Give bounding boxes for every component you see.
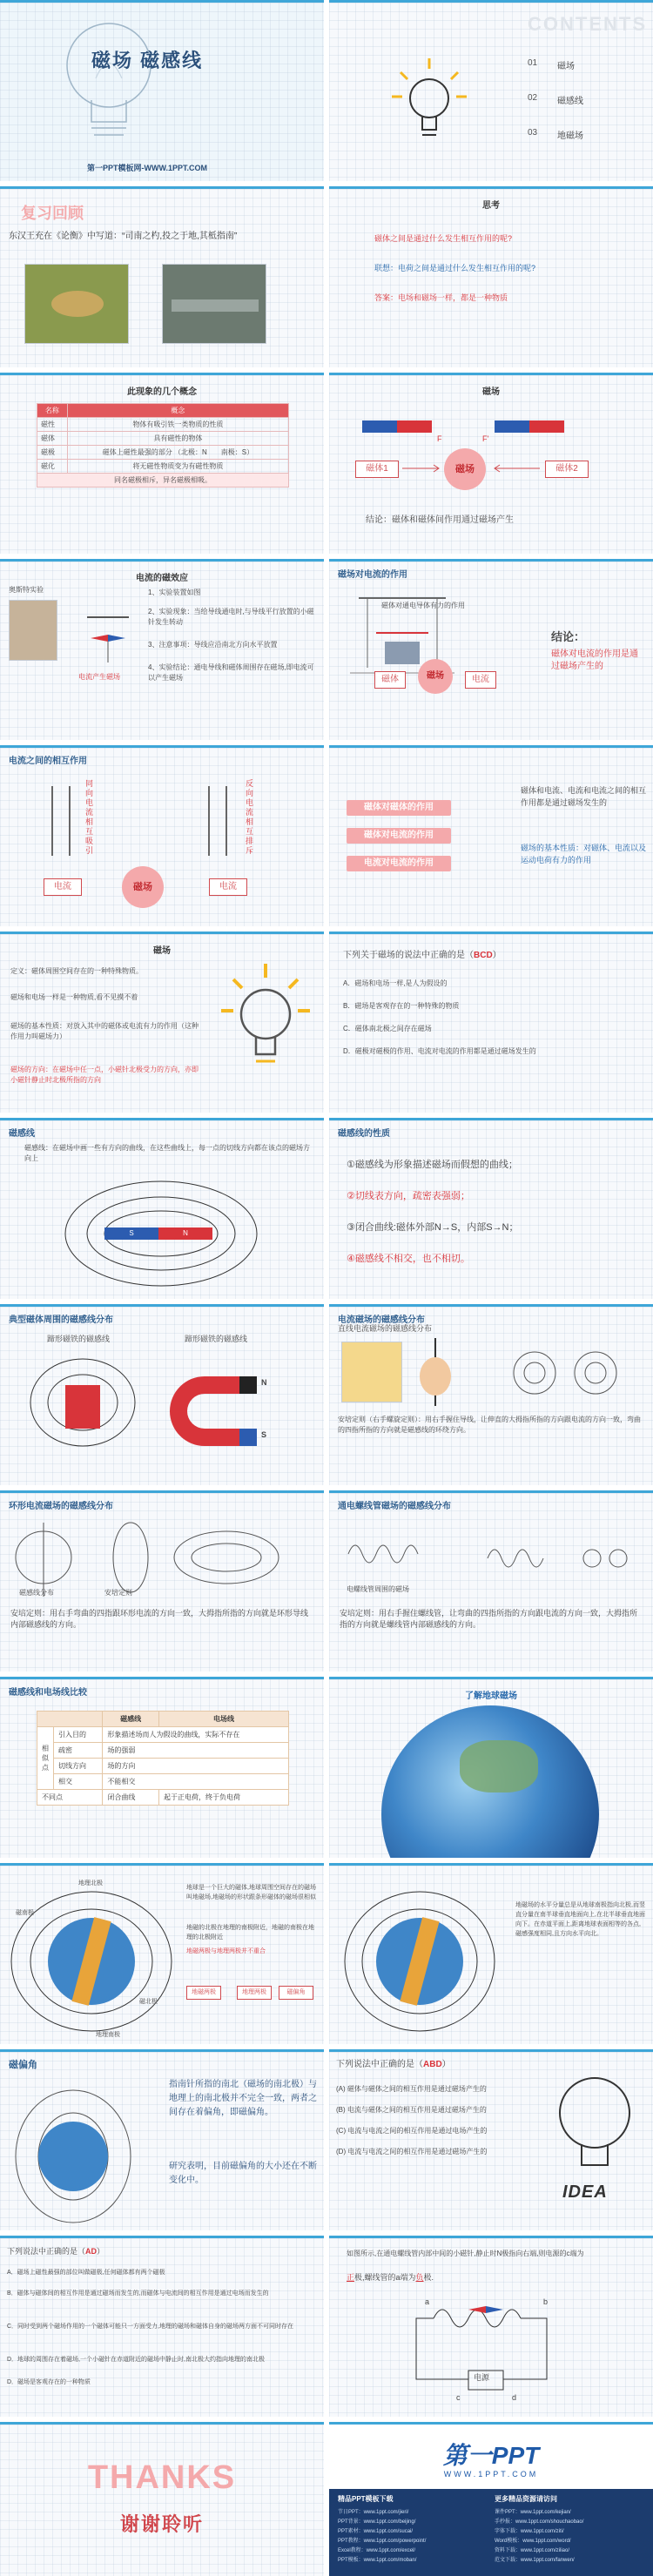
concept-row-def: 将无磁性物质变为有磁性物质 <box>67 460 288 474</box>
cmp-row-label: 相交 <box>54 1774 103 1790</box>
slide-comparison[interactable] <box>0 1677 324 1858</box>
cmp-diff-label: 不同点 <box>37 1790 103 1806</box>
blank-mid-text: 极,螺线管的a端为 <box>354 2273 416 2282</box>
lightbulb-icon <box>218 960 313 1082</box>
loop-field-diagram <box>9 1514 313 1610</box>
slide-current-interaction[interactable] <box>0 745 324 926</box>
slide-contents[interactable] <box>329 0 653 181</box>
force-conclusion-title: 结论： <box>551 630 586 643</box>
magnet-right-s <box>495 420 529 433</box>
concepts-footer: 同名磁极相斥，异名磁极相吸。 <box>37 474 289 488</box>
think-question-1: 磁体之间是通过什么发生相互作用的呢? <box>374 234 513 243</box>
quiz2-option-c[interactable]: (C) 电流与电流之间的相互作用是通过电场产生的 <box>336 2127 488 2135</box>
ampere-rule-solenoid: 安培定则：用右手握住螺线管，让弯曲的四指所指的方向跟电流的方向一致，大拇指所指的方向就是螺线管内部磁感线的方向。 <box>340 1609 638 1629</box>
horseshoe-magnet <box>170 1359 274 1463</box>
magnet-left-n <box>397 420 432 433</box>
concept-row-name: 磁化 <box>37 460 68 474</box>
straight-current-sub: 直线电流磁场的磁感线分布 <box>338 1324 433 1333</box>
quiz3-option-d[interactable]: D．地球的周围存在着磁场,一个小磁针在赤道附近的磁场中静止时,南北极大约指向地理的南北极 <box>7 2357 265 2363</box>
declination-text-2: 研究表明，目前磁偏角的大小还在不断变化中。 <box>169 2162 317 2185</box>
declination-heading: 磁偏角 <box>9 2060 37 2070</box>
quiz3-option-a[interactable]: A．磁场上磁性最强的部位叫做磁极,任何磁体都有两个磁极 <box>7 2270 165 2276</box>
property-1: ①磁感线为形象描述磁场而假想的曲线； <box>347 1160 518 1170</box>
think-answer: 答案：电场和磁场一样，都是一种物质 <box>374 293 508 302</box>
quiz2-option-a[interactable]: (A) 磁体与磁体之间的相互作用是通过磁场产生的 <box>336 2085 487 2093</box>
slide-field-line-properties[interactable] <box>329 1118 653 1299</box>
cmp-diff-electric: 起于正电荷，终于负电荷 <box>159 1790 289 1806</box>
slide-declination[interactable] <box>0 2049 324 2230</box>
geo-south-label: 地理南极 <box>96 2032 120 2038</box>
contents-heading: CONTENTS <box>528 13 647 35</box>
review-heading: 复习回顾 <box>21 205 84 222</box>
contents-num-2: 02 <box>528 93 538 103</box>
point-b: b <box>543 2297 549 2306</box>
brand-link[interactable]: PPT背景：www.1ppt.com/beijing/ <box>338 2519 416 2525</box>
oersted-step-3-text: 3、注意事项：导线应沿南北方向水平放置 <box>148 641 278 649</box>
contents-num-3: 03 <box>528 128 538 138</box>
earth-magnet-diagram <box>9 1874 174 2040</box>
force-current-box: 电流 <box>465 671 496 689</box>
point-a: a <box>425 2297 430 2306</box>
parallel-wires-diagram <box>35 777 296 864</box>
current-left-box: 电流 <box>44 878 82 896</box>
slide-concepts[interactable] <box>0 373 324 554</box>
force-magnet-box: 磁体 <box>374 671 406 689</box>
quiz3-answer: AD <box>85 2247 98 2256</box>
current-field-circle: 磁场 <box>122 866 164 908</box>
concept-row-def: 磁体上磁性最强的部分 （北极：N 南极：S） <box>67 446 288 460</box>
slide1-logo-text: 第一PPT模板网-WWW.1PPT.COM <box>87 164 207 172</box>
cmp-row-value: 场的强弱 <box>103 1743 289 1759</box>
field-lines-heading: 磁感线 <box>9 1129 35 1139</box>
slide-interaction-summary[interactable] <box>329 745 653 926</box>
cmp-row-value: 场的方向 <box>103 1759 289 1774</box>
brand-link[interactable]: 节日PPT：www.1ppt.com/jieri/ <box>338 2510 409 2515</box>
arrow-icon <box>401 464 442 473</box>
field-circle: 磁场 <box>444 448 486 490</box>
geo-text-2: 地磁的北极在地理的南极附近，地磁的南极在地理的北极附近 <box>186 1925 314 1940</box>
brand-col2-title: 更多精品资源请访问 <box>495 2495 557 2503</box>
slide-think[interactable] <box>329 186 653 367</box>
same-direction-label: 同向电流相互吸引 <box>85 779 94 855</box>
property-2: ②切线表方向，疏密表强弱； <box>347 1191 470 1201</box>
quiz3-option-b[interactable]: B．磁体与磁体间的相互作用是通过磁场而发生的,而磁体与电流间的相互作用是通过电场而发生的 <box>7 2290 269 2297</box>
concept-row-name: 磁极 <box>37 446 68 460</box>
quiz1-option-d[interactable]: D．磁极对磁极的作用、电流对电流的作用都是通过磁场发生的 <box>343 1047 536 1055</box>
idea-text: IDEA <box>562 2183 608 2202</box>
quiz1-option-c[interactable]: C．磁体南北极之间存在磁场 <box>343 1025 432 1032</box>
brand-link[interactable]: PPT教程：www.1ppt.com/powerpoint/ <box>338 2539 427 2544</box>
slide-geomagnetic[interactable] <box>0 1863 324 2044</box>
concepts-header-name: 名称 <box>37 404 68 418</box>
geo-north-label: 地理北极 <box>78 1880 103 1887</box>
point-d: d <box>512 2393 517 2402</box>
cmp-row-label: 引入目的 <box>54 1727 103 1743</box>
summary-text-2: 磁场的基本性质：对磁体、电流以及运动电荷有力的作用 <box>521 844 647 864</box>
force-field-circle: 磁场 <box>418 659 453 694</box>
field-def-heading: 磁场 <box>153 946 171 956</box>
idea-bulb-icon <box>547 2069 643 2200</box>
magnet-right-n <box>529 420 564 433</box>
oersted-current-label: 电流产生磁场 <box>78 673 120 681</box>
slide-quiz-1[interactable] <box>329 932 653 1113</box>
bar-magnet-s: S <box>104 1227 158 1240</box>
concepts-heading: 此现象的几个概念 <box>127 387 197 397</box>
slide-brand[interactable] <box>329 2422 653 2576</box>
quiz1-answer: BCD <box>474 951 493 960</box>
lightbulb-icon <box>390 55 468 151</box>
solenoid-heading: 通电螺线管磁场的磁感线分布 <box>338 1502 451 1511</box>
oersted-step-4: 4、实验结论：通电导线和磁体周围存在磁场,即电流可以产生磁场 <box>148 663 314 682</box>
geo-box-declination: 磁偏角 <box>279 1986 313 2000</box>
quiz3-question-text: 下列说法中正确的是 <box>7 2247 78 2256</box>
quiz1-question: 下列关于磁场的说法中正确的是（BCD） <box>343 951 502 960</box>
slide-title[interactable] <box>0 0 324 181</box>
geo-box-mag-poles: 地磁两极 <box>186 1986 221 2000</box>
slide-solenoid-problem[interactable] <box>329 2236 653 2417</box>
quiz2-question: 下列说法中正确的是（ABD） <box>336 2060 451 2069</box>
force-label-f: F <box>437 434 442 443</box>
cmp-header-field-lines: 磁感线 <box>103 1712 159 1727</box>
bulb-illustration <box>61 13 157 152</box>
force-note: 磁体对通电导体有力的作用 <box>381 602 465 609</box>
brand-link[interactable]: 课件PPT：www.1ppt.com/kejian/ <box>495 2510 571 2515</box>
brand-col1-links <box>338 2508 426 2566</box>
brand-link[interactable]: 字体下载：www.1ppt.com/ziti/ <box>495 2529 564 2534</box>
brand-link[interactable]: 手抄报：www.1ppt.com/shouchaobao/ <box>495 2519 584 2525</box>
opposite-direction-label: 反向电流相互排斥 <box>246 779 254 855</box>
think-heading: 思考 <box>482 201 500 211</box>
mag-north-label: 磁北极 <box>139 1999 158 2005</box>
cmp-row-label: 切线方向 <box>54 1759 103 1774</box>
horseshoe-field-left <box>17 1350 148 1472</box>
oersted-step-3 <box>148 640 318 650</box>
typical-left-label: 蹄形磁铁的磁感线 <box>47 1335 111 1343</box>
field-def-line1: 磁场和电场一样是一种物质,看不见摸不着 <box>10 993 138 1001</box>
magnet-field-heading: 磁场 <box>482 387 500 397</box>
slide-earth[interactable] <box>329 1677 653 1858</box>
current-interaction-heading: 电流之间的相互作用 <box>9 757 87 766</box>
quiz2-answer: ABD <box>423 2060 442 2069</box>
force-current-heading: 磁场对电流的作用 <box>338 570 407 580</box>
field-lines-def: 磁感线：在磁场中画一些有方向的曲线，在这些曲线上，每一点的切线方向都在该点的磁场方向上 <box>24 1144 310 1162</box>
brand-link[interactable]: PPT素材：www.1ppt.com/sucai/ <box>338 2529 414 2534</box>
contents-item-2[interactable]: 磁感线 <box>557 97 583 106</box>
slide-field-lines[interactable] <box>0 1118 324 1299</box>
earth-land <box>460 1740 538 1792</box>
property-3: ③闭合曲线:磁体外部N→S，内部S→N； <box>347 1222 519 1233</box>
mag-south-label: 磁南极 <box>16 1910 34 1916</box>
concept-row-name: 磁体 <box>37 432 68 446</box>
quiz1-option-a[interactable]: A．磁场和电场一样,是人为假设的 <box>343 979 448 987</box>
slide-field-definition[interactable] <box>0 932 324 1113</box>
slide-force-on-current[interactable] <box>329 559 653 740</box>
brand-col2-links <box>495 2508 583 2566</box>
ampere-rule-loop: 安培定则：用右手弯曲的四指跟环形电流的方向一致，大拇指所指的方向就是环形导线内部磁感线的方向。 <box>10 1609 309 1629</box>
magnet2-box: 磁体2 <box>545 461 589 478</box>
concepts-table <box>37 403 289 488</box>
typical-heading: 典型磁体周围的磁感线分布 <box>9 1315 113 1325</box>
review-text: 东汉王充在《论衡》中写道：“司南之杓,投之于地,其柢指南” <box>9 232 238 241</box>
arrow-icon <box>489 464 543 473</box>
compass-photo <box>24 264 129 344</box>
loop-caption-1: 磁感线分布 <box>19 1589 54 1597</box>
comparison-table <box>37 1711 289 1806</box>
force-conclusion: 磁体对电流的作用是通过磁场产生的 <box>551 649 638 671</box>
contents-num-1: 01 <box>528 58 538 68</box>
cmp-row-label: 疏密 <box>54 1743 103 1759</box>
solenoid-circuit-diagram <box>399 2292 573 2405</box>
magnet-left-s <box>362 420 397 433</box>
horseshoe-n: N <box>261 1378 267 1387</box>
brand-link[interactable]: Excel教程：www.1ppt.com/excel/ <box>338 2548 416 2553</box>
horseshoe-s: S <box>261 1430 267 1439</box>
summary-text-1: 磁体和电流、电流和电流之间的相互作用都是通过磁场发生的 <box>521 786 647 807</box>
thanks-text: THANKS <box>87 2459 237 2496</box>
quiz1-option-b[interactable]: B．磁场是客观存在的一种特殊的物质 <box>343 1002 460 1010</box>
power-source-label: 电源 <box>474 2373 490 2382</box>
cmp-header-blank <box>37 1712 103 1727</box>
property-4: ④磁感线不相交，也不相切。 <box>347 1254 470 1264</box>
geo2-text: 地磁场的水平分量总是从地球南极指向北极,而竖直分量在南半球垂直地面向上,在北半球垂直地面向下。在赤道平面上,距离地球表面相等的各点,磁感强度相同,且方向水平向北。 <box>515 1902 645 1937</box>
declination-globe <box>12 2078 134 2226</box>
oersted-portrait <box>9 600 57 661</box>
geo-box-geo-poles: 地理两极 <box>237 1986 272 2000</box>
banner-current-current: 电流对电流的作用 <box>347 856 451 871</box>
cmp-similar-label: 相似点 <box>37 1727 54 1790</box>
blank-a-pole[interactable]: 负 <box>415 2273 424 2282</box>
magnet1-box: 磁体1 <box>355 461 399 478</box>
quiz3-question: 下列说法中正确的是（AD） <box>7 2247 105 2256</box>
quiz2-question-text: 下列说法中正确的是 <box>336 2060 414 2069</box>
slide-quiz-2[interactable] <box>329 2049 653 2230</box>
brand-logo[interactable]: 第一PPT <box>442 2442 540 2469</box>
slide-review[interactable] <box>0 186 324 367</box>
brand-link[interactable]: 资料下载：www.1ppt.com/ziliao/ <box>495 2548 570 2553</box>
banner-magnet-current: 磁体对电流的作用 <box>347 828 451 844</box>
banner-magnet-magnet: 磁体对磁体的作用 <box>347 800 451 816</box>
solenoid-caption: 电螺线管周围的磁场 <box>347 1585 409 1593</box>
field-basic-property: 磁场的基本性质：对放入其中的磁体或电流有力的作用（这种作用力叫磁场力） <box>10 1022 199 1040</box>
oersted-step-1: 1、实验装置如图 <box>148 589 201 596</box>
slide-straight-current[interactable] <box>329 1304 653 1485</box>
brand-url[interactable]: WWW.1PPT.COM <box>443 2470 539 2478</box>
loop-caption-2: 安培定则 <box>104 1589 132 1597</box>
magnet-field-conclusion: 结论：磁体和磁体间作用通过磁场产生 <box>366 515 514 525</box>
slide-magnet-field[interactable] <box>329 373 653 554</box>
slide-loop-current[interactable] <box>0 1490 324 1671</box>
brand-link[interactable]: PPT模板：www.1ppt.com/moban/ <box>338 2558 417 2563</box>
think-question-2: 联想：电荷之间是通过什么发生相互作用的呢? <box>374 264 536 272</box>
contents-item-3[interactable]: 地磁场 <box>557 131 583 141</box>
slide-thanks[interactable] <box>0 2422 324 2576</box>
solenoid-problem-blanks <box>347 2271 434 2283</box>
typical-right-label: 蹄形磁铁的磁感线 <box>185 1335 248 1343</box>
concept-row-def: 物体有吸引铁一类物质的性质 <box>67 418 288 432</box>
compass-needle-diagram <box>80 600 134 669</box>
ampere-rule-straight: 安培定则（右手螺旋定则）：用右手握住导线，让伸直的大拇指所指的方向跟电流的方向一致，弯曲的四指所指的方向就是磁感线的环绕方向。 <box>338 1416 641 1434</box>
iron-filings-photo <box>341 1342 402 1402</box>
oersted-step-2: 2、实验现象：当给导线通电时,与导线平行放置的小磁针发生转动 <box>148 608 314 626</box>
cmp-diff-field: 闭合曲线 <box>103 1790 159 1806</box>
field-direction: 磁场的方向：在磁场中任一点，小磁针北极受力的方向，亦即小磁针静止时北极所指的方向 <box>10 1066 199 1084</box>
magnet-filings-photo <box>162 264 266 344</box>
solenoid-problem-text: 如图所示,在通电螺线管内部中间的小磁针,静止时N极指向右端,则电源的c端为 <box>347 2250 584 2257</box>
slide-geomagnetic-2[interactable] <box>329 1863 653 2044</box>
cmp-row-value: 形象描述场而人为假设的曲线，实际不存在 <box>103 1727 289 1743</box>
geo-text-1: 地球是一个巨大的磁体,地球周围空间存在的磁场叫地磁场,地磁场的形状跟条形磁体的磁场很相似 <box>186 1885 316 1900</box>
quiz3-option-e[interactable]: D．磁场是客观存在的一种物质 <box>7 2379 91 2385</box>
portrait-label: 奥斯特实验 <box>9 586 44 594</box>
concept-row-name: 磁性 <box>37 418 68 432</box>
slide-quiz-3[interactable] <box>0 2236 324 2417</box>
brand-link[interactable]: Word模板：www.1ppt.com/word/ <box>495 2539 571 2544</box>
blank-c-pole[interactable]: 正 <box>347 2273 355 2282</box>
oersted-heading: 电流的磁效应 <box>136 574 188 583</box>
brand-col1-title: 精品PPT模板下载 <box>338 2495 394 2503</box>
right-hand-icon <box>409 1338 461 1408</box>
properties-heading: 磁感线的性质 <box>338 1129 390 1139</box>
declination-text: 指南针所指的南北（磁场的南北极）与地理上的南北极并不完全一致，两者之间存在着偏角，即磁偏角。 <box>169 2080 317 2117</box>
current-right-box: 电流 <box>209 878 247 896</box>
earth-magnet-diagram-2 <box>341 1874 498 2040</box>
slide1-title-text: 磁场 磁感线 <box>91 50 204 71</box>
blank-end-text: 极. <box>423 2273 434 2282</box>
contents-item-1[interactable]: 磁场 <box>557 62 575 71</box>
concept-row-def: 具有磁性的物体 <box>67 432 288 446</box>
quiz1-question-text: 下列关于磁场的说法中正确的是 <box>343 951 465 960</box>
point-c: c <box>456 2393 461 2402</box>
brand-link[interactable]: 范文下载：www.1ppt.com/fanwen/ <box>495 2558 575 2563</box>
loop-current-heading: 环形电流磁场的磁感线分布 <box>9 1502 113 1511</box>
field-def-text: 定义：磁体周围空间存在的一种特殊物质。 <box>10 967 143 975</box>
circular-field-diagram <box>482 1338 639 1408</box>
thanks-subtitle: 谢谢聆听 <box>119 2513 204 2535</box>
cmp-row-value: 不能相交 <box>103 1774 289 1790</box>
slide-typical-magnets[interactable] <box>0 1304 324 1485</box>
quiz2-option-d[interactable]: (D) 电流与电流之间的相互作用是通过磁场产生的 <box>336 2148 488 2156</box>
slide-oersted[interactable] <box>0 559 324 740</box>
straight-current-heading: 电流磁场的磁感线分布 <box>338 1315 425 1325</box>
concepts-header-concept: 概念 <box>67 404 288 418</box>
comparison-heading: 磁感线和电场线比较 <box>9 1688 87 1698</box>
quiz2-option-b[interactable]: (B) 电流与磁体之间的相互作用是通过磁场产生的 <box>336 2106 487 2114</box>
bar-magnet-n: N <box>158 1227 212 1240</box>
cmp-header-electric-lines: 电场线 <box>159 1712 289 1727</box>
quiz3-option-c[interactable]: C．同时受到两个磁场作用的一个磁体可能只一方面受力,地理的磁场和磁体自身的磁场两方面不可同时存在 <box>7 2324 293 2330</box>
earth-heading: 了解地球磁场 <box>465 1692 517 1701</box>
slide-solenoid[interactable] <box>329 1490 653 1671</box>
geo-highlight: 地磁两极与地理两极并不重合 <box>186 1948 266 1954</box>
force-label-f-prime: F' <box>482 434 489 443</box>
